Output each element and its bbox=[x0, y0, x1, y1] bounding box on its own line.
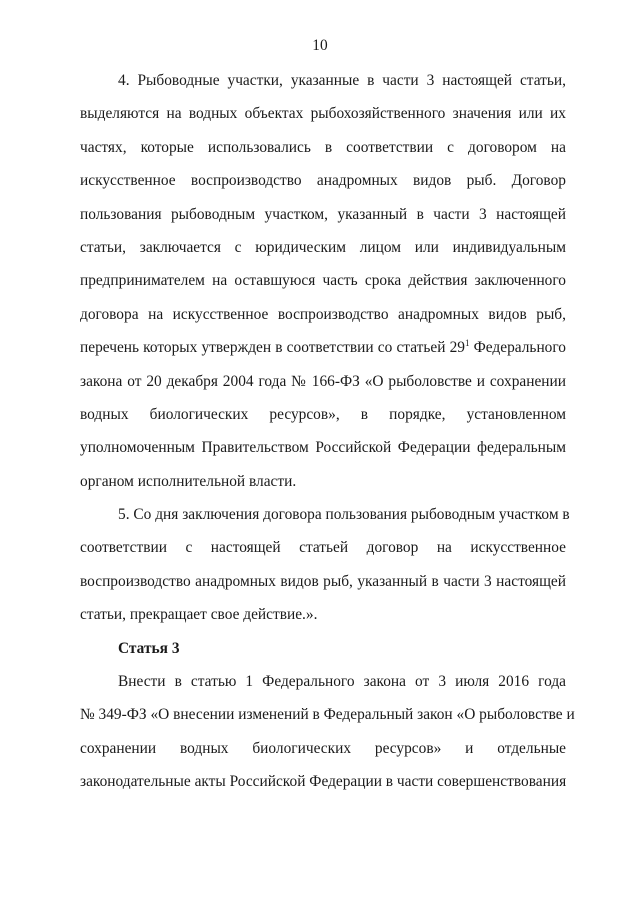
article-3-body bbox=[80, 665, 575, 799]
text-fragment: перечень которых утвержден в соответствии со статьей 29 bbox=[80, 339, 465, 357]
text-line: договора на искусственное воспроизводство анадромных видов рыб, bbox=[80, 305, 566, 323]
text-line: пользования рыбоводным участком, указанный в части 3 настоящей bbox=[80, 205, 566, 223]
text-line: статьи, прекращает свое действие.». bbox=[80, 606, 318, 624]
superscript-ref: 1 bbox=[464, 338, 470, 348]
paragraph-5 bbox=[80, 498, 570, 632]
text-line: органом исполнительной власти. bbox=[80, 472, 297, 490]
article-3-heading bbox=[80, 632, 566, 665]
text-line: частях, которые использовались в соответствии с договором на bbox=[80, 138, 566, 156]
article-heading: Статья 3 bbox=[118, 639, 180, 657]
text-line: закона от 20 декабря 2004 года № 166-ФЗ «О рыболовстве и сохранении bbox=[80, 372, 566, 390]
page-number: 10 bbox=[312, 37, 328, 54]
text-line: водных биологических ресурсов», в порядке, установленном bbox=[80, 405, 566, 423]
text-line: выделяются на водных объектах рыбохозяйственного значения или их bbox=[80, 105, 566, 123]
text-line: предпринимателем на оставшуюся часть срока действия заключенного bbox=[80, 272, 566, 290]
text-line: Внести в статью 1 Федерального закона от 3 июля 2016 года bbox=[118, 673, 566, 691]
text-line: искусственное воспроизводство анадромных видов рыб. Договор bbox=[80, 172, 566, 190]
text-line: 4. Рыбоводные участки, указанные в части 3 настоящей статьи, bbox=[118, 72, 566, 89]
text-line: 5. Со дня заключения договора пользования рыбоводным участком в bbox=[118, 506, 570, 524]
text-fragment: Федерального bbox=[469, 339, 566, 357]
text-line: № 349-ФЗ «О внесении изменений в Федеральный закон «О рыболовстве и bbox=[80, 706, 575, 724]
text-line: уполномоченным Правительством Российской Федерации федеральным bbox=[80, 439, 566, 457]
text-line: воспроизводство анадромных видов рыб, указанный в части 3 настоящей bbox=[80, 572, 566, 590]
text-line: законодательные акты Российской Федерации в части совершенствования bbox=[80, 773, 567, 791]
text-line-with-footnote-ref bbox=[80, 331, 566, 364]
text-line: сохранении водных биологических ресурсов» и отдельные bbox=[80, 739, 566, 757]
text-line: статьи, заключается с юридическим лицом или индивидуальным bbox=[80, 238, 566, 256]
document-body bbox=[80, 64, 575, 799]
paragraph-4 bbox=[80, 64, 566, 498]
text-line: соответствии с настоящей статьей договор на искусственное bbox=[80, 539, 566, 557]
